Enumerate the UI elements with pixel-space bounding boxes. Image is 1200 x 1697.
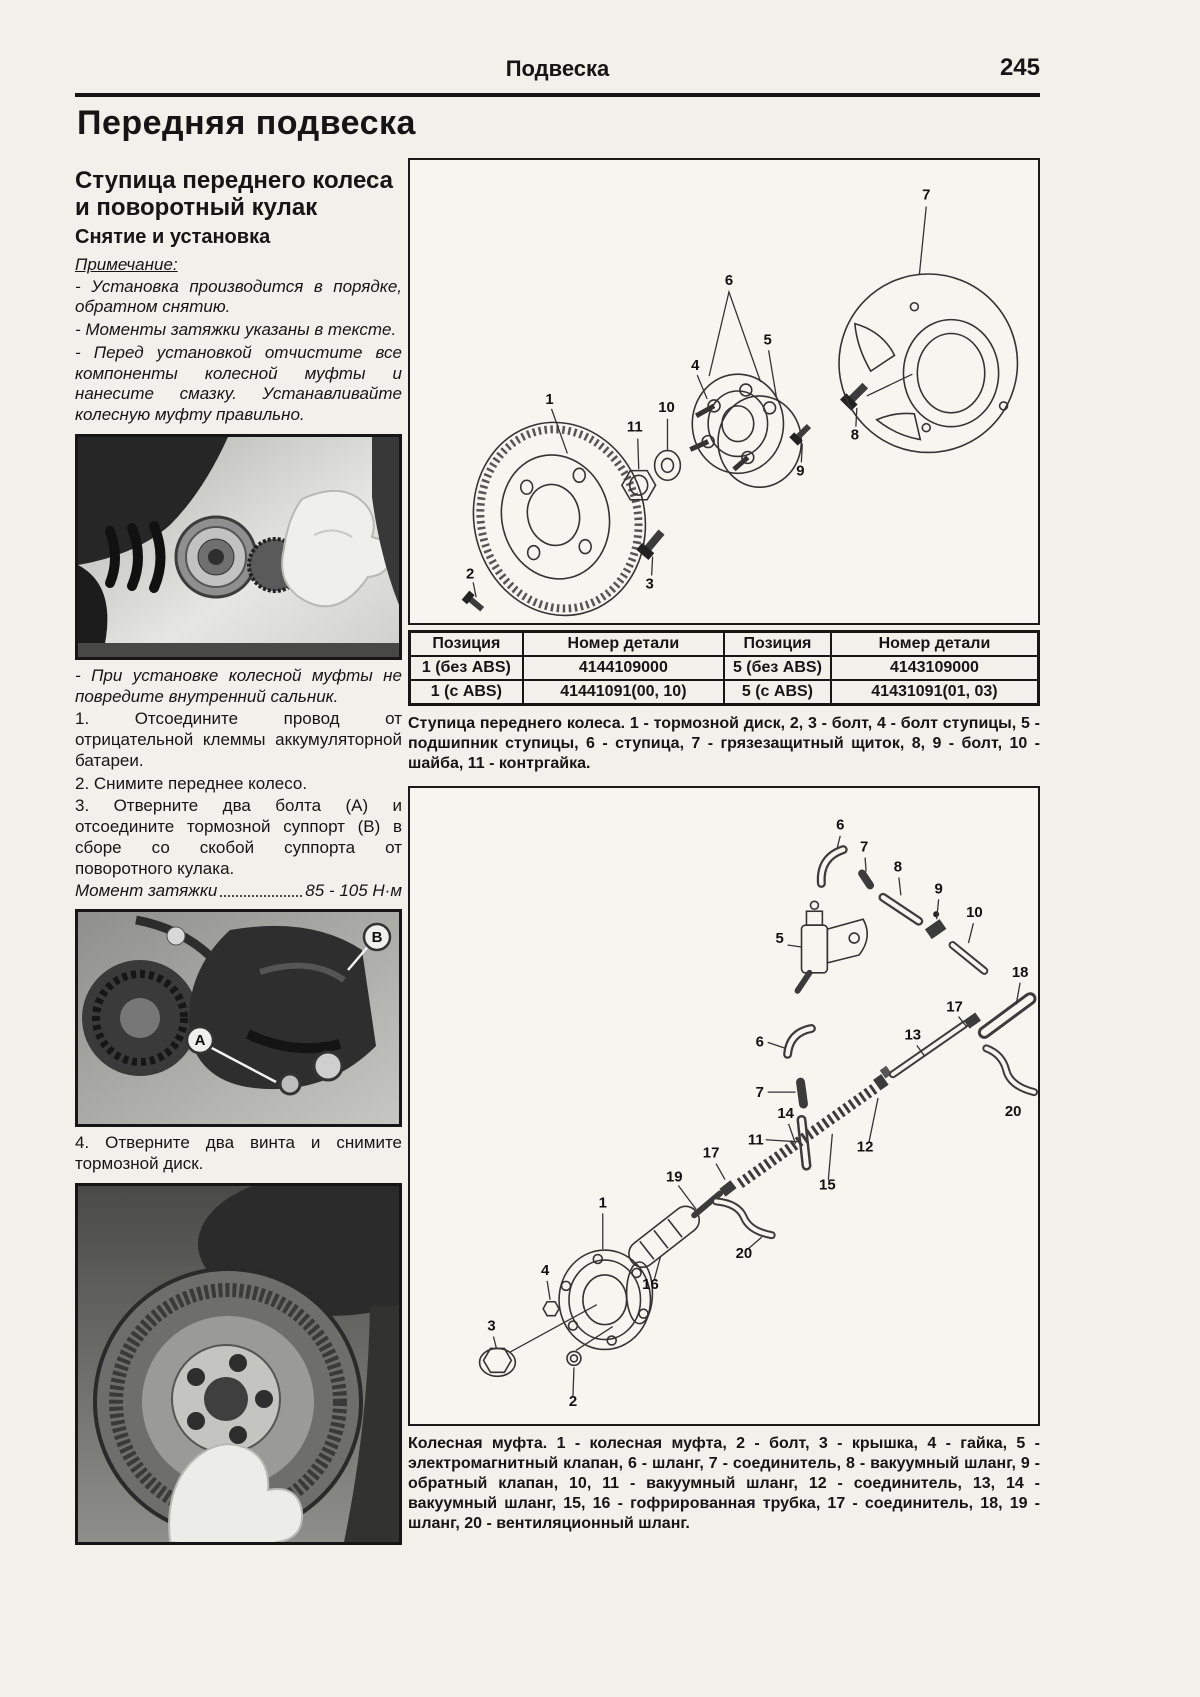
cell-part-number: 4144109000 — [523, 656, 724, 680]
callout-number: 7 — [859, 839, 869, 856]
warning-note: - При установке колесной муфты не повредите внутренний сальник. — [75, 665, 402, 706]
solenoid-valve — [798, 901, 868, 990]
callout-number: 5 — [775, 931, 784, 948]
callout-number: 9 — [934, 881, 943, 898]
brake-disc — [453, 404, 665, 625]
callout-number: 3 — [487, 1318, 496, 1335]
note-item: - Установка производится в порядке, обратном снятию. — [75, 276, 402, 317]
diagram-front-hub — [408, 158, 1040, 625]
torque-spec — [75, 881, 402, 901]
step-4: 4. Отверните два винта и снимите тормозной диск. — [75, 1133, 402, 1173]
bolt-2 — [567, 1351, 581, 1365]
callout-number: 7 — [922, 187, 931, 204]
diagram-wheel-clutch — [408, 786, 1040, 1426]
chapter-header: Подвеска — [505, 56, 610, 81]
cell-position: 1 (с ABS) — [410, 680, 523, 705]
note-item: - Перед установкой отчистите все компоненты колесной муфты и нанесите смазку. Устанавливайте колесную муфту правильно. — [75, 342, 402, 425]
callout-number: 17 — [946, 999, 963, 1016]
hub-and-bearing — [690, 374, 801, 487]
right-column — [408, 158, 1040, 1534]
dotted-leader — [220, 895, 302, 897]
subsection-title: Снятие и установка — [75, 225, 271, 248]
col-header: Номер детали — [523, 632, 724, 657]
callout-b-label: В — [371, 929, 383, 947]
callout-number: 6 — [755, 1034, 764, 1051]
callout-number: 8 — [850, 427, 860, 444]
step-1: 1. Отсоедините провод от отрицательной клеммы аккумуляторной батареи. — [75, 709, 402, 770]
callout-number: 11 — [747, 1132, 764, 1149]
wheel-clutch — [559, 1250, 652, 1349]
diagram2-caption: Колесная муфта. 1 - колесная муфта, 2 - болт, 3 - крышка, 4 - гайка, 5 - электромагнитный клапан, 6 - шланг, 7 - соединитель, 8 - вакуумный шланг, 9 - обратный клапан, 10, 11 - вакуумный шланг, 12 - соединитель, 13, 14 - вакуумный шланг, 15, 16 - гофрированная трубка, 17 - соединитель, 18, 19 - шланг, 20 - вентиляционный шланг. — [408, 1435, 1040, 1532]
hose-chain-left — [788, 1028, 812, 1165]
callout-number: 8 — [893, 859, 903, 876]
col-header: Позиция — [724, 632, 831, 657]
washer — [655, 450, 681, 480]
cell-part-number: 41431091(01, 03) — [831, 680, 1039, 705]
leader-lines — [493, 836, 1020, 1396]
torque-value: 85 - 105 Н·м — [305, 881, 402, 901]
hose-chain-top — [821, 850, 984, 971]
callout-number: 20 — [735, 1246, 753, 1263]
bolt-9 — [789, 422, 813, 446]
callout-number: 6 — [836, 817, 845, 834]
cell-part-number: 41441091(00, 10) — [523, 680, 724, 705]
page-number: 245 — [999, 54, 1040, 81]
callout-number: 1 — [545, 391, 554, 408]
callout-number: 16 — [642, 1276, 659, 1293]
corrugated-tube-16 — [624, 1201, 705, 1272]
callout-number: 1 — [598, 1195, 607, 1212]
header-rule — [75, 93, 1040, 97]
photo-hub-assembly — [75, 434, 402, 660]
callout-number: 15 — [819, 1177, 836, 1194]
callout-number: 20 — [1004, 1103, 1022, 1120]
vent-hose-20b — [986, 1048, 1034, 1092]
left-column — [75, 168, 402, 1551]
note-item: - Моменты затяжки указаны в тексте. — [75, 320, 397, 340]
callout-number: 6 — [724, 272, 734, 289]
diagram1-caption: Ступица переднего колеса. 1 - тормозной диск, 2, 3 - болт, 4 - болт ступицы, 5 - подшипник ступицы, 6 - ступица, 7 - грязезащитный щиток, 8, 9 - болт, 10 - шайба, 11 - контргайка. — [408, 715, 1040, 772]
note-label: Примечание: — [75, 254, 178, 274]
callout-number: 9 — [796, 463, 805, 480]
caliper-body — [189, 926, 376, 1089]
section-title: Ступица переднего колеса и поворотный кулак — [75, 167, 393, 221]
photo-brake-disc — [75, 1183, 402, 1545]
callout-number: 4 — [540, 1262, 550, 1279]
callout-number: 17 — [702, 1145, 720, 1162]
callout-number: 10 — [658, 399, 675, 416]
cell-position: 5 (с ABS) — [724, 680, 831, 705]
dust-shield — [839, 274, 1017, 452]
disc-screw — [462, 591, 486, 614]
parts-table — [408, 630, 1040, 706]
photo-brake-caliper — [75, 909, 402, 1127]
step-3: 3. Отверните два болта (А) и отсоедините тормозной суппорт (В) в сборе со скобой суппорта от поворотного кулака. — [75, 796, 402, 878]
table-row — [410, 656, 1039, 680]
callout-number: 2 — [466, 566, 475, 583]
callout-number: 3 — [645, 576, 654, 593]
callout-number: 10 — [966, 905, 983, 922]
col-header: Номер детали — [831, 632, 1039, 657]
callout-number: 4 — [691, 358, 700, 375]
callout-number: 14 — [777, 1105, 794, 1122]
nut-4 — [543, 1302, 559, 1316]
table-row — [410, 680, 1039, 705]
callout-number: 11 — [626, 419, 643, 436]
callout-number: 13 — [904, 1027, 922, 1044]
col-header: Позиция — [410, 632, 523, 657]
cell-part-number: 4143109000 — [831, 656, 1039, 680]
callout-number: 7 — [755, 1085, 764, 1102]
torque-label: Момент затяжки — [75, 881, 218, 901]
callout-number: 2 — [568, 1394, 578, 1411]
callout-number: 5 — [763, 332, 772, 349]
page-title: Передняя подвеска — [77, 104, 416, 142]
cell-position: 1 (без ABS) — [410, 656, 523, 680]
leader-lines — [473, 207, 926, 598]
step-2: 2. Снимите переднее колесо. — [75, 773, 308, 793]
callout-number: 18 — [1011, 964, 1029, 981]
callout-number: 12 — [856, 1139, 874, 1156]
cell-position: 5 (без ABS) — [724, 656, 831, 680]
callout-number: 19 — [666, 1169, 683, 1186]
callout-a-label: А — [194, 1032, 206, 1050]
